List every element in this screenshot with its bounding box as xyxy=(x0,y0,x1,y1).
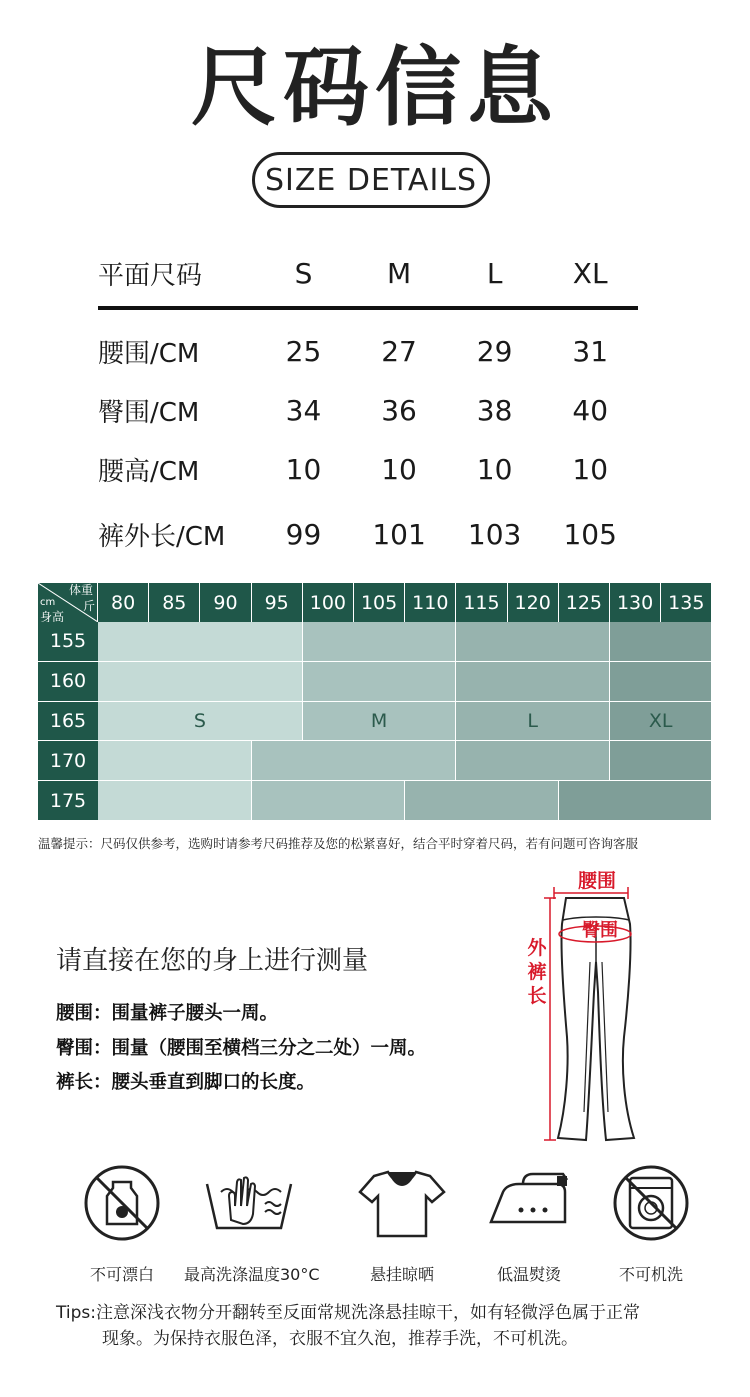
cell: 29 xyxy=(476,335,513,368)
size-table-row-length xyxy=(98,499,638,569)
measure-title: 请直接在您的身上进行测量 xyxy=(56,946,369,976)
diagram-hip-label: 臀围 xyxy=(582,920,618,941)
size-table-row-hip xyxy=(98,381,638,440)
measure-length-line: 裤长：腰头垂直到脚口的长度。 xyxy=(56,1072,316,1093)
diagram-waist-label: 腰围 xyxy=(578,870,617,892)
grid-height-header: 165 xyxy=(38,702,98,742)
pants-diagram-icon xyxy=(520,862,720,1152)
grid-weight-header: 120 xyxy=(508,583,559,622)
size-notice: 温馨提示：尺码仅供参考，选购时请参考尺码推荐及您的松紧喜好，结合平时穿着尺码，若有问题可咨询客服 xyxy=(38,836,639,851)
corner-weight-unit: 斤 xyxy=(82,599,95,613)
grid-size-cell-s: S xyxy=(98,702,303,742)
row-label: 腰围/CM xyxy=(98,339,200,369)
tips-line-1: Tips:注意深浅衣物分开翻转至反面常规洗涤悬挂晾干，如有轻微浮色属于正常 xyxy=(56,1303,640,1323)
care-no-machine-wash xyxy=(586,1162,716,1285)
grid-size-cell-m xyxy=(252,781,406,821)
size-table-row-waist xyxy=(98,322,638,381)
grid-weight-header: 130 xyxy=(610,583,661,622)
cell: 99 xyxy=(285,517,322,551)
care-label: 不可漂白 xyxy=(89,1265,154,1284)
size-table-header-l: L xyxy=(486,256,503,290)
cell: 34 xyxy=(285,394,322,427)
grid-size-cell-l xyxy=(405,781,559,821)
row-label: 臀围/CM xyxy=(98,398,200,428)
care-hang-dry xyxy=(337,1162,467,1285)
row-label: 裤外长/CM xyxy=(98,521,226,552)
subtitle-text: SIZE DETAILS xyxy=(264,162,478,198)
grid-weight-header: 100 xyxy=(303,583,354,622)
grid-weight-header: 115 xyxy=(456,583,507,622)
subtitle-badge xyxy=(252,152,490,208)
care-label: 最高洗涤温度30°C xyxy=(184,1265,320,1284)
grid-size-cell-xl: XL xyxy=(610,702,712,742)
hang-dry-icon xyxy=(352,1162,452,1244)
cell: 105 xyxy=(563,517,617,551)
grid-size-cell-xl xyxy=(610,622,712,662)
corner-weight-label: 体重 xyxy=(68,583,93,597)
cell: 10 xyxy=(476,453,513,486)
grid-size-cell-s xyxy=(98,741,252,781)
page-title: 尺码信息 xyxy=(191,38,559,138)
grid-weight-header: 125 xyxy=(559,583,610,622)
corner-height-label: 身高 xyxy=(40,610,65,622)
size-table-row-rise xyxy=(98,440,638,499)
grid-size-cell-m xyxy=(303,622,457,662)
grid-size-cell-xl xyxy=(559,781,713,821)
size-table xyxy=(98,240,638,569)
grid-height-header: 170 xyxy=(38,741,98,781)
size-table-header-label: 平面尺码 xyxy=(98,260,203,291)
cell: 103 xyxy=(467,517,522,551)
care-label: 悬挂晾晒 xyxy=(369,1265,434,1284)
grid-size-cell-xl xyxy=(610,741,712,781)
size-table-header-xl: XL xyxy=(572,256,608,290)
measure-hip-line: 臀围：围量（腰围至横档三分之二处）一周。 xyxy=(56,1038,427,1059)
grid-weight-header: 110 xyxy=(405,583,456,622)
care-tips xyxy=(56,1300,716,1352)
grid-corner xyxy=(38,583,98,622)
grid-size-cell-m xyxy=(303,662,457,702)
care-label: 不可机洗 xyxy=(618,1265,683,1284)
cell: 25 xyxy=(285,335,322,368)
grid-weight-header: 90 xyxy=(200,583,251,622)
cell: 36 xyxy=(381,394,417,427)
size-table-header xyxy=(98,240,638,306)
grid-size-cell-l xyxy=(456,741,610,781)
grid-weight-header: 85 xyxy=(149,583,200,622)
cell: 40 xyxy=(572,394,609,427)
cell: 10 xyxy=(285,453,322,486)
grid-height-header: 160 xyxy=(38,662,98,702)
cell: 38 xyxy=(476,394,513,427)
measure-waist-line: 腰围：围量裤子腰头一周。 xyxy=(56,1003,279,1024)
cell: 27 xyxy=(381,335,417,368)
care-no-bleach xyxy=(57,1162,187,1285)
size-recommendation-grid xyxy=(38,583,712,821)
cell: 10 xyxy=(572,453,609,486)
grid-size-cell-l xyxy=(456,622,610,662)
cell: 31 xyxy=(572,335,609,368)
grid-size-cell-s xyxy=(98,781,252,821)
grid-height-header: 155 xyxy=(38,622,98,662)
grid-weight-header: 105 xyxy=(354,583,405,622)
grid-size-cell-s xyxy=(98,622,303,662)
care-wash-30 xyxy=(184,1162,320,1285)
grid-weight-header: 95 xyxy=(252,583,303,622)
tips-line-2: 现象。为保持衣服色泽，衣服不宜久泡，推荐手洗，不可机洗。 xyxy=(102,1329,578,1349)
grid-size-cell-m xyxy=(252,741,457,781)
grid-size-cell-xl xyxy=(610,662,712,702)
row-label: 腰高/CM xyxy=(98,457,200,487)
no-machine-wash-icon xyxy=(610,1162,692,1244)
grid-size-cell-m: M xyxy=(303,702,457,742)
size-table-divider xyxy=(98,306,638,310)
cell: 10 xyxy=(381,453,417,486)
cell: 101 xyxy=(372,517,426,551)
no-bleach-icon xyxy=(81,1162,163,1244)
grid-height-header: 175 xyxy=(38,781,98,821)
care-label: 低温熨烫 xyxy=(496,1265,561,1284)
size-table-header-s: S xyxy=(294,256,313,290)
diagram-length-label: 外裤长 xyxy=(527,937,547,1007)
grid-weight-header: 135 xyxy=(661,583,712,622)
grid-size-cell-l xyxy=(456,662,610,702)
grid-size-cell-s xyxy=(98,662,303,702)
wash-30-icon xyxy=(199,1162,299,1244)
corner-height-unit: cm xyxy=(40,597,56,608)
care-low-iron xyxy=(464,1162,594,1285)
grid-weight-header: 80 xyxy=(98,583,149,622)
size-table-header-m: M xyxy=(386,256,412,290)
low-iron-icon xyxy=(479,1162,579,1244)
subtitle-decoration xyxy=(428,146,444,152)
grid-size-cell-l: L xyxy=(456,702,610,742)
